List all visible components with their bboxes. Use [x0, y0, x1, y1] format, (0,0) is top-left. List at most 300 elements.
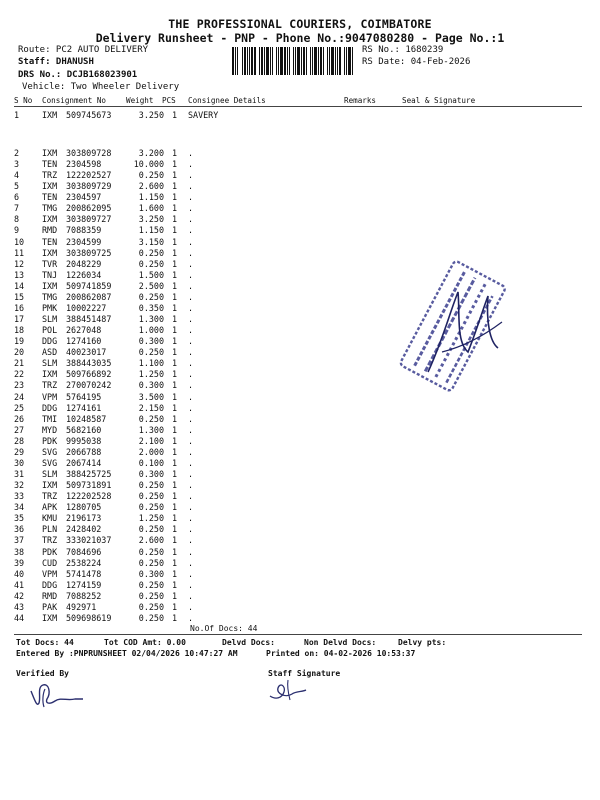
- barcode-bar: [284, 47, 286, 75]
- row-prefix: TVR: [42, 258, 58, 269]
- row-weight: 0.250: [138, 546, 164, 557]
- row-consignment-no: 1274160: [66, 336, 102, 347]
- row-consignment-no: 5741478: [66, 568, 102, 579]
- row-weight: 0.250: [138, 347, 164, 358]
- row-weight: 0.100: [138, 457, 164, 468]
- row-sno: 19: [14, 336, 25, 347]
- tot-cod-amount: Tot COD Amt: 0.00: [104, 638, 186, 647]
- row-sno: 40: [14, 568, 25, 579]
- row-pcs: 1: [172, 170, 178, 181]
- printed-on: Printed on: 04-02-2026 10:53:37: [266, 649, 416, 658]
- table-row: [0, 237, 600, 247]
- row-consignee: .: [188, 358, 194, 369]
- row-consignee: .: [188, 203, 194, 214]
- barcode-bar: [306, 47, 307, 75]
- row-weight: 0.250: [138, 557, 164, 568]
- row-weight: 1.000: [138, 325, 164, 336]
- row-prefix: TEN: [42, 236, 58, 247]
- table-row: [0, 214, 600, 224]
- row-consignment-no: 492971: [66, 601, 97, 612]
- row-pcs: 1: [172, 601, 178, 612]
- row-prefix: IXM: [42, 110, 58, 120]
- row-sno: 36: [14, 524, 25, 535]
- row-prefix: TMI: [42, 413, 58, 424]
- row-weight: 2.150: [138, 402, 164, 413]
- row-prefix: TRZ: [42, 535, 58, 546]
- row-pcs: 1: [172, 110, 178, 120]
- row-pcs: 1: [172, 502, 178, 513]
- barcode-bar: [247, 47, 248, 75]
- row-prefix: IXM: [42, 480, 58, 491]
- barcode-bar: [320, 47, 322, 75]
- row-consignment-no: 1280705: [66, 502, 102, 513]
- row-consignment-no: 5764195: [66, 391, 102, 402]
- entered-by: Entered By :PNPRUNSHEET 02/04/2026 10:47:27 AM: [16, 649, 238, 658]
- vehicle-label: Vehicle: Two Wheeler Delivery: [22, 82, 180, 92]
- row-weight: 0.300: [138, 336, 164, 347]
- row-pcs: 1: [172, 203, 178, 214]
- row-weight: 1.250: [138, 513, 164, 524]
- row-weight: 3.200: [138, 148, 164, 158]
- col-weight: Weight: [126, 96, 154, 105]
- delivered-docs: Delvd Docs:: [222, 638, 275, 647]
- barcode-bar: [287, 47, 288, 75]
- row-prefix: SLM: [42, 314, 58, 325]
- row-pcs: 1: [172, 258, 178, 269]
- row-weight: 0.250: [138, 502, 164, 513]
- row-consignee: .: [188, 413, 194, 424]
- row-consignee: .: [188, 280, 194, 291]
- row-consignment-no: 303809727: [66, 214, 112, 225]
- barcode-bar: [329, 47, 330, 75]
- table-row: [0, 535, 600, 545]
- row-pcs: 1: [172, 612, 178, 623]
- row-prefix: TMG: [42, 203, 58, 214]
- table-row: [0, 203, 600, 213]
- row-prefix: PLN: [42, 524, 58, 535]
- row-weight: 0.250: [138, 291, 164, 302]
- row-consignment-no: 2304597: [66, 192, 102, 203]
- row-prefix: MYD: [42, 424, 58, 435]
- row-consignment-no: 388451487: [66, 314, 112, 325]
- row-prefix: PMK: [42, 302, 58, 313]
- row-consignee: .: [188, 480, 194, 491]
- row-weight: 1.300: [138, 314, 164, 325]
- row-pcs: 1: [172, 280, 178, 291]
- row-consignment-no: 509731891: [66, 480, 112, 491]
- table-row: [0, 110, 600, 120]
- barcode-bar: [237, 47, 238, 75]
- row-pcs: 1: [172, 413, 178, 424]
- row-prefix: DDG: [42, 402, 58, 413]
- barcode-bar: [303, 47, 305, 75]
- table-row: [0, 602, 600, 612]
- row-pcs: 1: [172, 524, 178, 535]
- row-consignment-no: 200862095: [66, 203, 112, 214]
- table-row: [0, 425, 600, 435]
- row-consignee: .: [188, 258, 194, 269]
- row-prefix: IXM: [42, 214, 58, 225]
- runsheet-title: Delivery Runsheet - PNP - Phone No.:9047080280 - Page No.:1: [95, 31, 505, 45]
- row-pcs: 1: [172, 347, 178, 358]
- row-pcs: 1: [172, 513, 178, 524]
- verified-by-label: Verified By: [16, 669, 69, 678]
- table-row: [0, 148, 600, 158]
- barcode-bar: [289, 47, 290, 75]
- row-consignment-no: 303809729: [66, 181, 112, 192]
- row-consignment-no: 388443035: [66, 358, 112, 369]
- row-pcs: 1: [172, 402, 178, 413]
- row-pcs: 1: [172, 269, 178, 280]
- row-weight: 0.250: [138, 612, 164, 623]
- row-pcs: 1: [172, 159, 178, 170]
- row-consignment-no: 9995038: [66, 435, 102, 446]
- row-sno: 33: [14, 491, 25, 502]
- row-sno: 6: [14, 192, 20, 203]
- row-weight: 1.150: [138, 192, 164, 203]
- row-consignee: SAVERY: [188, 110, 219, 120]
- row-sno: 15: [14, 291, 25, 302]
- row-sno: 44: [14, 612, 25, 623]
- row-pcs: 1: [172, 380, 178, 391]
- row-consignee: .: [188, 192, 194, 203]
- barcode-bar: [337, 47, 338, 75]
- col-consignee: Consignee Details: [188, 96, 266, 105]
- row-sno: 1: [14, 110, 20, 120]
- row-consignee: .: [188, 148, 194, 158]
- table-row: [0, 192, 600, 202]
- staff-signature: [262, 676, 322, 706]
- barcode-bar: [339, 47, 341, 75]
- row-weight: 2.500: [138, 280, 164, 291]
- row-consignee: .: [188, 225, 194, 236]
- barcode-bar: [310, 47, 312, 75]
- row-consignee: .: [188, 314, 194, 325]
- row-consignee: .: [188, 214, 194, 225]
- row-consignee: .: [188, 601, 194, 612]
- col-pcs: PCS: [162, 96, 176, 105]
- row-consignment-no: 7088252: [66, 590, 102, 601]
- table-row: [0, 225, 600, 235]
- row-weight: 0.250: [138, 170, 164, 181]
- row-pcs: 1: [172, 546, 178, 557]
- row-prefix: RMD: [42, 590, 58, 601]
- row-prefix: IXM: [42, 181, 58, 192]
- table-row: [0, 580, 600, 590]
- row-sno: 11: [14, 247, 25, 258]
- barcode-bar: [270, 47, 271, 75]
- row-weight: 0.250: [138, 491, 164, 502]
- row-consignment-no: 2538224: [66, 557, 102, 568]
- table-row: [0, 170, 600, 180]
- row-prefix: TEN: [42, 159, 58, 170]
- row-weight: 0.250: [138, 524, 164, 535]
- row-pcs: 1: [172, 579, 178, 590]
- delivery-points: Delvy pts:: [398, 638, 447, 647]
- row-prefix: TRZ: [42, 170, 58, 181]
- row-consignee: .: [188, 590, 194, 601]
- row-sno: 18: [14, 325, 25, 336]
- barcode-bar: [251, 47, 253, 75]
- row-weight: 0.300: [138, 568, 164, 579]
- row-consignee: .: [188, 347, 194, 358]
- row-consignee: .: [188, 546, 194, 557]
- row-consignment-no: 7088359: [66, 225, 102, 236]
- barcode-bar: [295, 47, 296, 75]
- row-consignment-no: 40023017: [66, 347, 107, 358]
- row-consignee: .: [188, 302, 194, 313]
- barcode-bar: [259, 47, 260, 75]
- row-consignment-no: 10002227: [66, 302, 107, 313]
- row-pcs: 1: [172, 457, 178, 468]
- row-pcs: 1: [172, 247, 178, 258]
- table-row: [0, 502, 600, 512]
- table-row: [0, 414, 600, 424]
- row-pcs: 1: [172, 236, 178, 247]
- row-sno: 35: [14, 513, 25, 524]
- table-row: [0, 436, 600, 446]
- table-row: [0, 469, 600, 479]
- barcode-image: [232, 47, 354, 75]
- row-weight: 1.300: [138, 424, 164, 435]
- row-consignment-no: 200862087: [66, 291, 112, 302]
- row-consignment-no: 1274161: [66, 402, 102, 413]
- table-row: [0, 181, 600, 191]
- row-sno: 28: [14, 435, 25, 446]
- row-sno: 5: [14, 181, 20, 192]
- row-weight: 3.250: [138, 110, 164, 120]
- row-pcs: 1: [172, 302, 178, 313]
- row-sno: 42: [14, 590, 25, 601]
- row-consignee: .: [188, 336, 194, 347]
- row-sno: 4: [14, 170, 20, 181]
- barcode-bar: [335, 47, 336, 75]
- row-consignee: .: [188, 291, 194, 302]
- row-consignee: .: [188, 380, 194, 391]
- row-consignment-no: 2627048: [66, 325, 102, 336]
- row-sno: 8: [14, 214, 20, 225]
- barcode-bar: [264, 47, 265, 75]
- row-weight: 2.600: [138, 535, 164, 546]
- company-name: THE PROFESSIONAL COURIERS, COIMBATORE: [168, 17, 432, 31]
- row-sno: 41: [14, 579, 25, 590]
- row-consignment-no: 2048229: [66, 258, 102, 269]
- barcode-bar: [276, 47, 277, 75]
- rs-number: RS No.: 1680239: [362, 45, 444, 55]
- table-row: [0, 569, 600, 579]
- row-pcs: 1: [172, 491, 178, 502]
- row-sno: 16: [14, 302, 25, 313]
- row-prefix: SVG: [42, 457, 58, 468]
- row-sno: 7: [14, 203, 20, 214]
- row-weight: 0.250: [138, 413, 164, 424]
- row-prefix: TRZ: [42, 380, 58, 391]
- barcode-bar: [272, 47, 273, 75]
- row-prefix: PAK: [42, 601, 58, 612]
- row-prefix: VPM: [42, 568, 58, 579]
- row-consignment-no: 509766892: [66, 369, 112, 380]
- barcode-bar: [323, 47, 324, 75]
- row-consignee: .: [188, 402, 194, 413]
- col-remarks: Remarks: [344, 96, 377, 105]
- barcode-bar: [254, 47, 257, 75]
- row-weight: 1.500: [138, 269, 164, 280]
- row-consignee: .: [188, 579, 194, 590]
- row-sno: 3: [14, 159, 20, 170]
- barcode-bar: [344, 47, 346, 75]
- barcode-bar: [235, 47, 236, 75]
- row-sno: 32: [14, 480, 25, 491]
- barcode-bar: [327, 47, 329, 75]
- row-consignment-no: 303809725: [66, 247, 112, 258]
- row-consignee: .: [188, 159, 194, 170]
- row-sno: 13: [14, 269, 25, 280]
- row-prefix: TRZ: [42, 491, 58, 502]
- row-pcs: 1: [172, 314, 178, 325]
- row-weight: 0.250: [138, 480, 164, 491]
- row-prefix: POL: [42, 325, 58, 336]
- row-consignee: .: [188, 612, 194, 623]
- row-prefix: IXM: [42, 612, 58, 623]
- row-pcs: 1: [172, 391, 178, 402]
- barcode-bar: [297, 47, 300, 75]
- row-prefix: IXM: [42, 148, 58, 158]
- row-consignee: .: [188, 369, 194, 380]
- table-row: [0, 491, 600, 501]
- row-sno: 24: [14, 391, 25, 402]
- row-consignee: .: [188, 469, 194, 480]
- tot-docs: Tot Docs: 44: [16, 638, 74, 647]
- row-sno: 38: [14, 546, 25, 557]
- row-prefix: APK: [42, 502, 58, 513]
- row-prefix: IXM: [42, 280, 58, 291]
- row-sno: 9: [14, 225, 20, 236]
- row-weight: 2.000: [138, 446, 164, 457]
- row-sno: 37: [14, 535, 25, 546]
- row-pcs: 1: [172, 214, 178, 225]
- row-pcs: 1: [172, 225, 178, 236]
- row-consignee: .: [188, 170, 194, 181]
- row-pcs: 1: [172, 480, 178, 491]
- row-sno: 25: [14, 402, 25, 413]
- row-consignment-no: 509698619: [66, 612, 112, 623]
- row-consignee: .: [188, 568, 194, 579]
- row-consignment-no: 122202528: [66, 491, 112, 502]
- row-consignee: .: [188, 424, 194, 435]
- row-sno: 21: [14, 358, 25, 369]
- row-prefix: KMU: [42, 513, 58, 524]
- row-pcs: 1: [172, 557, 178, 568]
- table-row: [0, 447, 600, 457]
- row-consignment-no: 1226034: [66, 269, 102, 280]
- row-weight: 1.150: [138, 225, 164, 236]
- table-row: [0, 513, 600, 523]
- row-consignment-no: 509745673: [66, 110, 112, 120]
- row-prefix: IXM: [42, 369, 58, 380]
- row-sno: 39: [14, 557, 25, 568]
- row-sno: 14: [14, 280, 25, 291]
- table-row: [0, 159, 600, 169]
- row-consignment-no: 2428402: [66, 524, 102, 535]
- row-weight: 1.600: [138, 203, 164, 214]
- row-weight: 0.250: [138, 247, 164, 258]
- row-pcs: 1: [172, 358, 178, 369]
- barcode-bar: [346, 47, 347, 75]
- row-consignment-no: 303809728: [66, 148, 112, 158]
- row-sno: 31: [14, 469, 25, 480]
- row-consignment-no: 333021037: [66, 535, 112, 546]
- table-row: [0, 458, 600, 468]
- row-weight: 1.250: [138, 369, 164, 380]
- row-prefix: ASD: [42, 347, 58, 358]
- row-consignment-no: 1274159: [66, 579, 102, 590]
- row-consignment-no: 388425725: [66, 469, 112, 480]
- row-sno: 29: [14, 446, 25, 457]
- table-row: [0, 591, 600, 601]
- row-sno: 22: [14, 369, 25, 380]
- row-consignee: .: [188, 435, 194, 446]
- row-consignment-no: 2304599: [66, 236, 102, 247]
- table-row: [0, 558, 600, 568]
- non-delivered-docs: Non Delvd Docs:: [304, 638, 377, 647]
- no-of-docs: No.Of Docs: 44: [190, 624, 258, 633]
- barcode-bar: [312, 47, 313, 75]
- row-weight: 2.600: [138, 181, 164, 192]
- staff-label: Staff: DHANUSH: [18, 57, 94, 67]
- row-consignee: .: [188, 524, 194, 535]
- row-weight: 2.100: [138, 435, 164, 446]
- row-consignee: .: [188, 513, 194, 524]
- row-consignee: .: [188, 491, 194, 502]
- row-weight: 1.100: [138, 358, 164, 369]
- verified-signature: [27, 681, 87, 713]
- barcode-bar: [278, 47, 279, 75]
- row-pcs: 1: [172, 291, 178, 302]
- row-consignment-no: 270070242: [66, 380, 112, 391]
- row-prefix: SLM: [42, 358, 58, 369]
- row-prefix: DDG: [42, 579, 58, 590]
- table-row: [0, 613, 600, 623]
- row-consignee: .: [188, 391, 194, 402]
- row-weight: 10.000: [133, 159, 164, 170]
- drs-number: DRS No.: DCJB168023901: [18, 70, 138, 80]
- row-weight: 0.300: [138, 380, 164, 391]
- row-consignee: .: [188, 236, 194, 247]
- row-pcs: 1: [172, 424, 178, 435]
- table-header: [0, 96, 600, 106]
- row-weight: 0.250: [138, 579, 164, 590]
- row-sno: 30: [14, 457, 25, 468]
- row-consignee: .: [188, 269, 194, 280]
- route-label: Route: PC2 AUTO DELIVERY: [18, 45, 149, 55]
- row-consignee: .: [188, 457, 194, 468]
- barcode-bar: [352, 47, 353, 75]
- row-prefix: TMG: [42, 291, 58, 302]
- table-row: [0, 524, 600, 534]
- row-pcs: 1: [172, 535, 178, 546]
- row-consignee: .: [188, 247, 194, 258]
- footer-divider: [14, 634, 582, 635]
- row-consignment-no: 10248587: [66, 413, 107, 424]
- barcode-bar: [348, 47, 351, 75]
- row-pcs: 1: [172, 435, 178, 446]
- table-row: [0, 547, 600, 557]
- row-pcs: 1: [172, 469, 178, 480]
- row-pcs: 1: [172, 336, 178, 347]
- row-prefix: DDG: [42, 336, 58, 347]
- row-prefix: IXM: [42, 247, 58, 258]
- rs-date: RS Date: 04-Feb-2026: [362, 57, 471, 67]
